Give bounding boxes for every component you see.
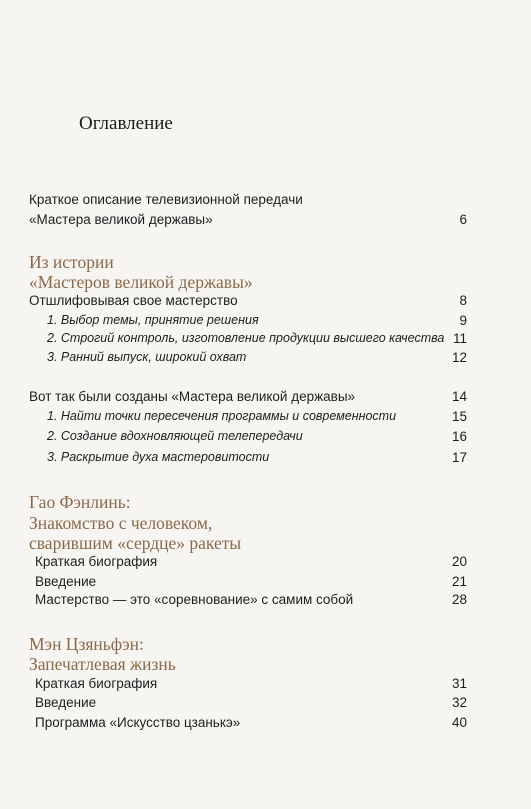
toc-entry: [0, 676, 531, 696]
toc-subentry: [0, 331, 531, 351]
page-title: Оглавление: [79, 113, 173, 134]
toc-chapter: [0, 293, 531, 313]
subentry-label: 2. Создание вдохновляющей телепередачи: [47, 429, 303, 443]
toc-entry-intro-line2: [0, 212, 531, 232]
entry-label: Введение: [35, 695, 97, 710]
toc-subentry: [0, 429, 531, 449]
section-heading: Знакомство с человеком,: [29, 513, 213, 533]
toc-subentry: [0, 450, 531, 470]
toc-subentry: [0, 313, 531, 333]
subentry-label: 1. Выбор темы, принятие решения: [47, 313, 259, 327]
toc-entry: [0, 592, 531, 612]
entry-label: Краткая биография: [35, 554, 158, 569]
page-number: 31: [451, 676, 467, 691]
page-number: 11: [452, 331, 467, 346]
toc-subentry: [0, 350, 531, 370]
section-heading: сварившим «сердце» ракеты: [29, 533, 242, 553]
entry-label: Краткая биография: [35, 676, 158, 691]
toc-subentry: [0, 409, 531, 429]
chapter-title: Отшлифовывая свое мастерство: [29, 293, 238, 308]
page-number: 21: [451, 574, 467, 589]
toc-chapter: [0, 389, 531, 409]
entry-label: Мастерство — это «соревнование» с самим собой: [35, 592, 354, 607]
toc-entry-intro-line1: [0, 192, 531, 212]
entry-label: Программа «Искусство цзанькэ»: [35, 715, 241, 730]
toc-entry: [0, 695, 531, 715]
entry-label: Краткое описание телевизионной передачи: [29, 192, 303, 207]
chapter-title: Вот так были созданы «Мастера великой державы»: [29, 389, 356, 404]
page-number: 15: [451, 409, 467, 424]
entry-label: «Мастера великой державы»: [29, 212, 213, 227]
page-number: 6: [459, 212, 467, 227]
page-number: 40: [451, 715, 467, 730]
entry-label: Введение: [35, 574, 97, 589]
page-number: 17: [451, 450, 467, 465]
toc-entry: [0, 554, 531, 574]
page-number: 9: [459, 313, 467, 328]
section-heading: Мэн Цзяньфэн:: [29, 634, 144, 654]
subentry-label: 3. Раскрытие духа мастеровитости: [47, 450, 270, 464]
page-number: 16: [451, 429, 467, 444]
subentry-label: 3. Ранний выпуск, широкий охват: [47, 350, 247, 364]
page-number: 20: [451, 554, 467, 569]
page-number: 14: [451, 389, 467, 404]
toc-entry: [0, 715, 531, 735]
page-number: 28: [451, 592, 467, 607]
toc-entry: [0, 574, 531, 594]
section-heading: Запечатлевая жизнь: [29, 654, 176, 674]
section-heading: Из истории: [29, 252, 114, 272]
page-number: 8: [459, 293, 467, 308]
section-heading: «Мастеров великой державы»: [29, 272, 253, 292]
page-number: 12: [451, 350, 467, 365]
page-number: 32: [451, 695, 467, 710]
subentry-label: 1. Найти точки пересечения программы и современности: [47, 409, 397, 423]
subentry-label: 2. Строгий контроль, изготовление продукции высшего качества: [47, 331, 445, 345]
section-heading: Гао Фэнлинь:: [29, 492, 131, 512]
